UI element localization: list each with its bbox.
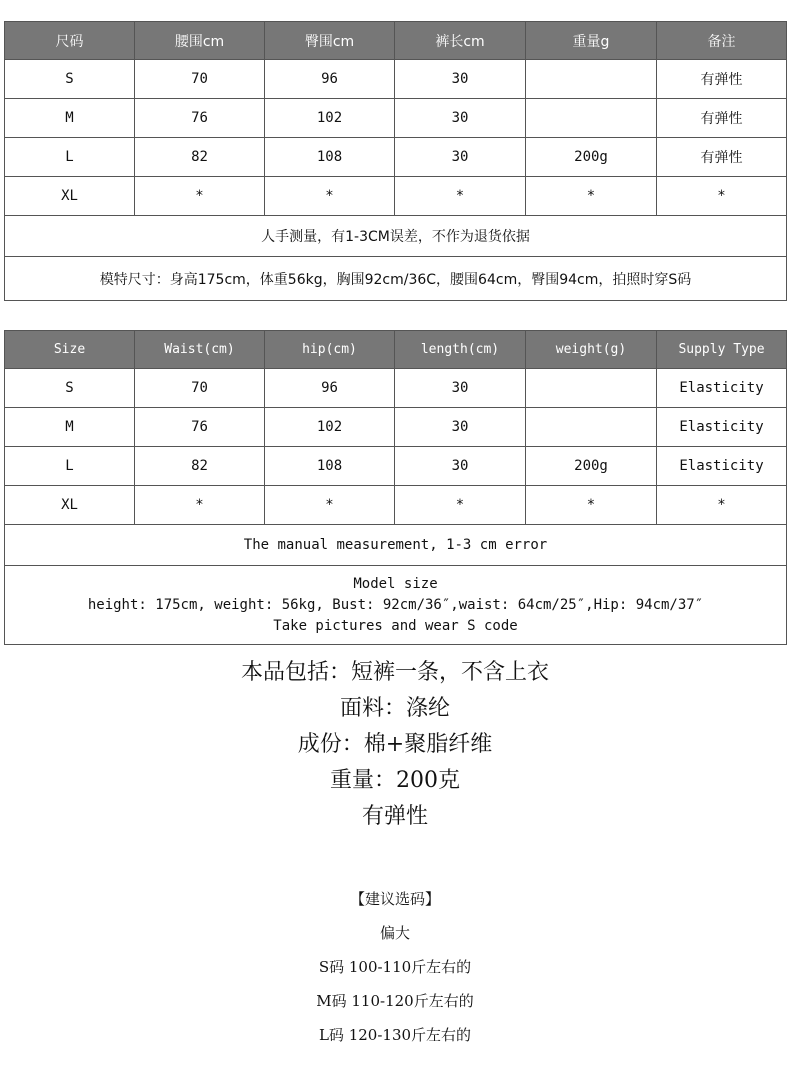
header-cell: hip(cm) — [265, 331, 395, 369]
size-advice-l: L码 120-130斤左右的 — [318, 1026, 472, 1044]
table-cell: 76 — [135, 99, 265, 138]
table-cell: * — [657, 177, 787, 216]
table-row — [5, 408, 787, 447]
table-cell: * — [526, 177, 657, 216]
measurement-note: The manual measurement, 1-3 cm error — [5, 525, 787, 566]
header-cell: 备注 — [657, 22, 787, 60]
table-header-row — [5, 331, 787, 369]
product-includes: 本品包括：短裤一条，不含上衣 — [240, 660, 549, 685]
table-cell: 82 — [135, 138, 265, 177]
table-row — [5, 138, 787, 177]
table-row — [5, 369, 787, 408]
table-cell: Elasticity — [657, 408, 787, 447]
table-model-row — [5, 257, 787, 301]
table-row — [5, 60, 787, 99]
product-info — [0, 655, 790, 835]
table-cell: M — [5, 408, 135, 447]
table-row — [5, 177, 787, 216]
table-cell: Elasticity — [657, 369, 787, 408]
table-cell: * — [265, 177, 395, 216]
table-note-row — [5, 525, 787, 566]
header-cell: length(cm) — [395, 331, 526, 369]
table-cell: S — [5, 369, 135, 408]
table-cell: M — [5, 99, 135, 138]
table-header-row — [5, 22, 787, 60]
model-size-note — [5, 566, 787, 645]
table-row — [5, 486, 787, 525]
product-fabric: 面料：涤纶 — [339, 696, 450, 721]
model-size-worn: Take pictures and wear S code — [273, 617, 518, 634]
header-cell: Size — [5, 331, 135, 369]
size-advice-m: M码 110-120斤左右的 — [316, 992, 474, 1010]
size-advice-note: 偏大 — [379, 924, 410, 942]
table-row — [5, 99, 787, 138]
table-cell: 82 — [135, 447, 265, 486]
table-cell: 30 — [395, 408, 526, 447]
table-cell: * — [395, 486, 526, 525]
table-cell: 70 — [135, 60, 265, 99]
model-size-measurements: height: 175cm, weight: 56kg, Bust: 92cm/36″,waist: 64cm/25″,Hip: 94cm/37″ — [87, 596, 704, 613]
model-size-note: 模特尺寸：身高175cm，体重56kg，胸围92cm/36C，腰围64cm，臀围94cm，拍照时穿S码 — [5, 257, 787, 301]
table-cell: 102 — [265, 99, 395, 138]
table-cell: 30 — [395, 447, 526, 486]
table-cell: * — [265, 486, 395, 525]
table-cell: 70 — [135, 369, 265, 408]
table-note-row — [5, 216, 787, 257]
size-advice — [0, 882, 790, 1052]
model-size-title: Model size — [353, 575, 438, 592]
table-model-row — [5, 566, 787, 645]
table-cell: 30 — [395, 138, 526, 177]
table-cell: Elasticity — [657, 447, 787, 486]
table-cell: * — [526, 486, 657, 525]
table-cell: S — [5, 60, 135, 99]
table-cell — [526, 369, 657, 408]
header-cell: 腰围cm — [135, 22, 265, 60]
size-advice-title: 【建议选码】 — [349, 890, 440, 908]
table-cell — [526, 408, 657, 447]
measurement-note: 人手测量，有1-3CM误差，不作为退货依据 — [5, 216, 787, 257]
table-cell: 30 — [395, 369, 526, 408]
header-cell: 重量g — [526, 22, 657, 60]
header-cell: weight(g) — [526, 331, 657, 369]
chinese-size-table — [4, 21, 787, 301]
table-cell — [526, 60, 657, 99]
header-cell: 尺码 — [5, 22, 135, 60]
table-cell: 96 — [265, 369, 395, 408]
table-cell: 有弹性 — [657, 138, 787, 177]
english-size-table — [4, 330, 787, 645]
table-cell: 96 — [265, 60, 395, 99]
table-cell — [526, 99, 657, 138]
table-cell: 有弹性 — [657, 99, 787, 138]
header-cell: Waist(cm) — [135, 331, 265, 369]
table-cell: 76 — [135, 408, 265, 447]
table-row — [5, 447, 787, 486]
table-cell: * — [395, 177, 526, 216]
table-cell: 200g — [526, 447, 657, 486]
table-cell: * — [657, 486, 787, 525]
product-weight: 重量：200克 — [330, 768, 460, 793]
table-cell: 30 — [395, 60, 526, 99]
table-cell: 30 — [395, 99, 526, 138]
table-cell: L — [5, 138, 135, 177]
header-cell: Supply Type — [657, 331, 787, 369]
table-cell: L — [5, 447, 135, 486]
table-cell: * — [135, 486, 265, 525]
table-cell: * — [135, 177, 265, 216]
table-cell: XL — [5, 486, 135, 525]
table-cell: 108 — [265, 447, 395, 486]
table-cell: 200g — [526, 138, 657, 177]
product-elasticity: 有弹性 — [361, 804, 428, 829]
product-composition: 成份：棉+聚脂纤维 — [297, 732, 493, 757]
header-cell: 裤长cm — [395, 22, 526, 60]
size-advice-s: S码 100-110斤左右的 — [318, 958, 472, 976]
table-cell: 有弹性 — [657, 60, 787, 99]
header-cell: 臀围cm — [265, 22, 395, 60]
table-cell: 102 — [265, 408, 395, 447]
table-cell: XL — [5, 177, 135, 216]
table-cell: 108 — [265, 138, 395, 177]
